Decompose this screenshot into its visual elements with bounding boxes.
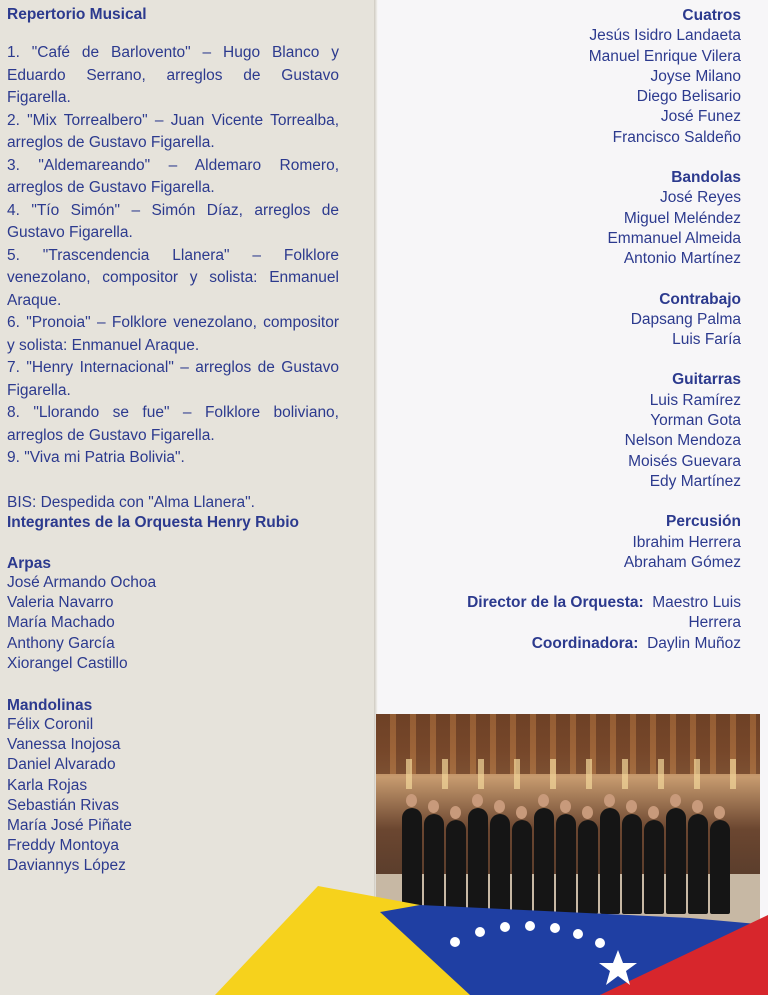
member-name: Dapsang Palma	[630, 310, 741, 328]
star-icon	[450, 937, 460, 947]
director-name-cont: Herrera	[688, 614, 741, 632]
member-name: Valeria Navarro	[7, 594, 114, 612]
section-title: Contrabajo	[659, 290, 741, 308]
member-name: Francisco Saldeño	[612, 128, 741, 146]
list-item: 1. "Café de Barlovento" – Hugo Blanco y Eduardo Serrano, arreglos de Gustavo Figarella.	[7, 44, 339, 106]
member-name: Miguel Meléndez	[623, 209, 741, 227]
list-item: 4. "Tío Simón" – Simón Díaz, arreglos de Gustavo Figarella.	[7, 201, 339, 241]
member-name: Ibrahim Herrera	[632, 533, 741, 551]
member-name: Daniel Alvarado	[7, 756, 116, 774]
star-icon	[550, 923, 560, 933]
member-name: Sebastián Rivas	[7, 796, 120, 814]
coordinadora-label: Coordinadora:	[531, 634, 639, 652]
repertorio-title: Repertorio Musical	[7, 6, 147, 23]
member-name: Manuel Enrique Vilera	[588, 47, 741, 65]
member-name: Daviannys López	[7, 857, 126, 875]
member-name: Antonio Martínez	[623, 250, 741, 268]
member-name: Freddy Montoya	[7, 837, 119, 855]
list-item: 8. "Llorando se fue" – Folklore boliviano, arreglos de Gustavo Figarella.	[7, 404, 339, 444]
list-item: 9. "Viva mi Patria Bolivia".	[7, 449, 185, 466]
member-name: Diego Belisario	[636, 88, 741, 106]
member-name: María Machado	[7, 614, 115, 632]
star-icon	[475, 927, 485, 937]
list-item: 7. "Henry Internacional" – arreglos de Gustavo Figarella.	[7, 359, 339, 399]
member-name: Abraham Gómez	[623, 553, 741, 571]
section-title: Arpas	[7, 555, 51, 572]
section-title: Percusión	[666, 513, 741, 531]
member-name: Jesús Isidro Landaeta	[589, 27, 741, 45]
member-name: José Funez	[660, 108, 741, 126]
member-name: Yorman Gota	[650, 412, 741, 430]
member-name: Luis Faría	[672, 331, 741, 349]
member-name: Luis Ramírez	[649, 391, 741, 409]
section-title: Cuatros	[682, 7, 741, 24]
director-label: Director de la Orquesta:	[467, 594, 644, 612]
member-name: José Armando Ochoa	[7, 574, 157, 591]
list-item: 2. "Mix Torrealbero" – Juan Vicente Torrealba, arreglos de Gustavo Figarella.	[7, 111, 339, 151]
member-name: Joyse Milano	[650, 67, 741, 85]
member-name: Anthony García	[7, 634, 115, 652]
member-name: José Reyes	[660, 189, 741, 207]
member-name: Nelson Mendoza	[624, 432, 741, 450]
list-item: 3. "Aldemareando" – Aldemaro Romero, arreglos de Gustavo Figarella.	[7, 156, 339, 196]
member-name: Xiorangel Castillo	[7, 654, 128, 672]
list-item: 6. "Pronoia" – Folklore venezolano, compositor y solista: Enmanuel Araque.	[7, 314, 339, 354]
section-title: Bandolas	[671, 169, 741, 187]
list-item: 5. "Trascendencia Llanera" – Folklore venezolano, compositor y solista: Enmanuel Araque.	[7, 246, 339, 309]
member-name: María José Piñate	[7, 817, 132, 835]
member-name: Moisés Guevara	[628, 452, 741, 470]
member-name: Edy Martínez	[649, 472, 741, 490]
star-icon	[573, 929, 583, 939]
member-name: Karla Rojas	[7, 776, 88, 794]
section-title: Mandolinas	[7, 697, 93, 715]
member-name: Vanessa Inojosa	[7, 736, 121, 754]
star-icon	[500, 922, 510, 932]
star-icon	[525, 921, 535, 931]
integrantes-title: Integrantes de la Orquesta Henry Rubio	[7, 514, 299, 531]
section-title: Guitarras	[672, 371, 741, 389]
director-name: Maestro Luis	[652, 594, 741, 612]
coordinadora-name: Daylin Muñoz	[647, 634, 741, 652]
bis-line: BIS: Despedida con "Alma Llanera".	[7, 493, 255, 511]
member-name: Félix Coronil	[7, 716, 94, 734]
member-name: Emmanuel Almeida	[607, 229, 741, 247]
star-icon	[595, 938, 605, 948]
